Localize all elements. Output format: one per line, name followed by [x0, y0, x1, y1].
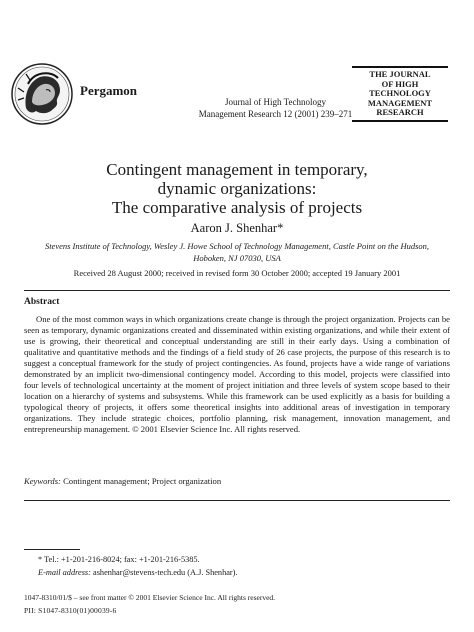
article-title: [40, 160, 434, 217]
author-name: Aaron J. Shenhar*: [190, 221, 284, 235]
email-label: E-mail address:: [38, 568, 91, 577]
affiliation-line1: Stevens Institute of Technology, Wesley J. Howe School of Technology Management, Castle Point on the Hudson,: [44, 241, 430, 251]
title-line: The comparative analysis of projects: [111, 198, 363, 217]
affiliation-line2: Hoboken, NJ 07030, USA: [193, 253, 281, 263]
journal-ref-line1: Journal of High Technology: [225, 97, 326, 107]
journal-box-line: TECHNOLOGY: [369, 88, 431, 98]
pii-line: PII: S1047-8310(01)00039-6: [24, 606, 117, 615]
journal-logo-box: [352, 66, 448, 122]
received-dates: Received 28 August 2000; received in revised form 30 October 2000; accepted 19 January 2001: [73, 268, 401, 278]
pergamon-logo: [10, 62, 74, 126]
journal-box-line: THE JOURNAL: [369, 69, 431, 79]
journal-box-line: RESEARCH: [376, 107, 424, 117]
title-line: Contingent management in temporary,: [106, 160, 368, 179]
keywords: [24, 476, 450, 486]
footnote-email: [38, 568, 238, 577]
journal-box-line: OF HIGH: [381, 78, 419, 89]
publisher-name: Pergamon: [80, 83, 138, 98]
footnote-contact: * Tel.: +1-201-216-8024; fax: +1-201-216-5385.: [38, 555, 200, 564]
journal-box-line: MANAGEMENT: [367, 97, 433, 108]
copyright-line: 1047-8310/01/$ – see front matter © 2001 Elsevier Science Inc. All rights reserved.: [24, 593, 276, 602]
keywords-label: Keywords:: [24, 476, 61, 486]
abstract-heading: Abstract: [24, 297, 60, 307]
divider: [24, 500, 450, 501]
footnote-rule: [24, 549, 80, 550]
divider: [24, 290, 450, 291]
abstract-body: One of the most common ways in which organizations create change is through the project organization. Projects can be seen as temporary, dynamic organizations created and disseminated within existing organizations, and while their extent of use is growing, their theoretical and conceptual understanding are still in their early days. Using a combination of qualitative and quantitative methods and the findings of a field study of 26 case projects, the purpose of this research is to suggest a conceptual framework for the study of project contingencies. As found, projects have a wide range of variations demonstrated by an implicit two-dimensional contingency model. According to this model, projects were classified into four levels of technological uncertainty at the moment of project initiation and three levels of system scope based to their location on a hierarchy of systems and subsystems. While this framework can be used explicitly as a basis for building a typological theory of projects, it offers some theoretical insights into additional areas of investigation in temporary organizations. They include strategic choices, portfolio planning, risk management, innovation management, and entrepreneurship management. © 2001 Elsevier Science Inc. All rights reserved.: [24, 314, 450, 434]
email-address: ashenhar@stevens-tech.edu (A.J. Shenhar).: [93, 568, 238, 577]
journal-reference: [188, 96, 363, 120]
journal-ref-line2: Management Research 12 (2001) 239–271: [198, 109, 353, 119]
keywords-list: Contingent management; Project organization: [63, 476, 222, 486]
author-affiliation: [24, 240, 450, 264]
title-line: dynamic organizations:: [157, 179, 317, 198]
